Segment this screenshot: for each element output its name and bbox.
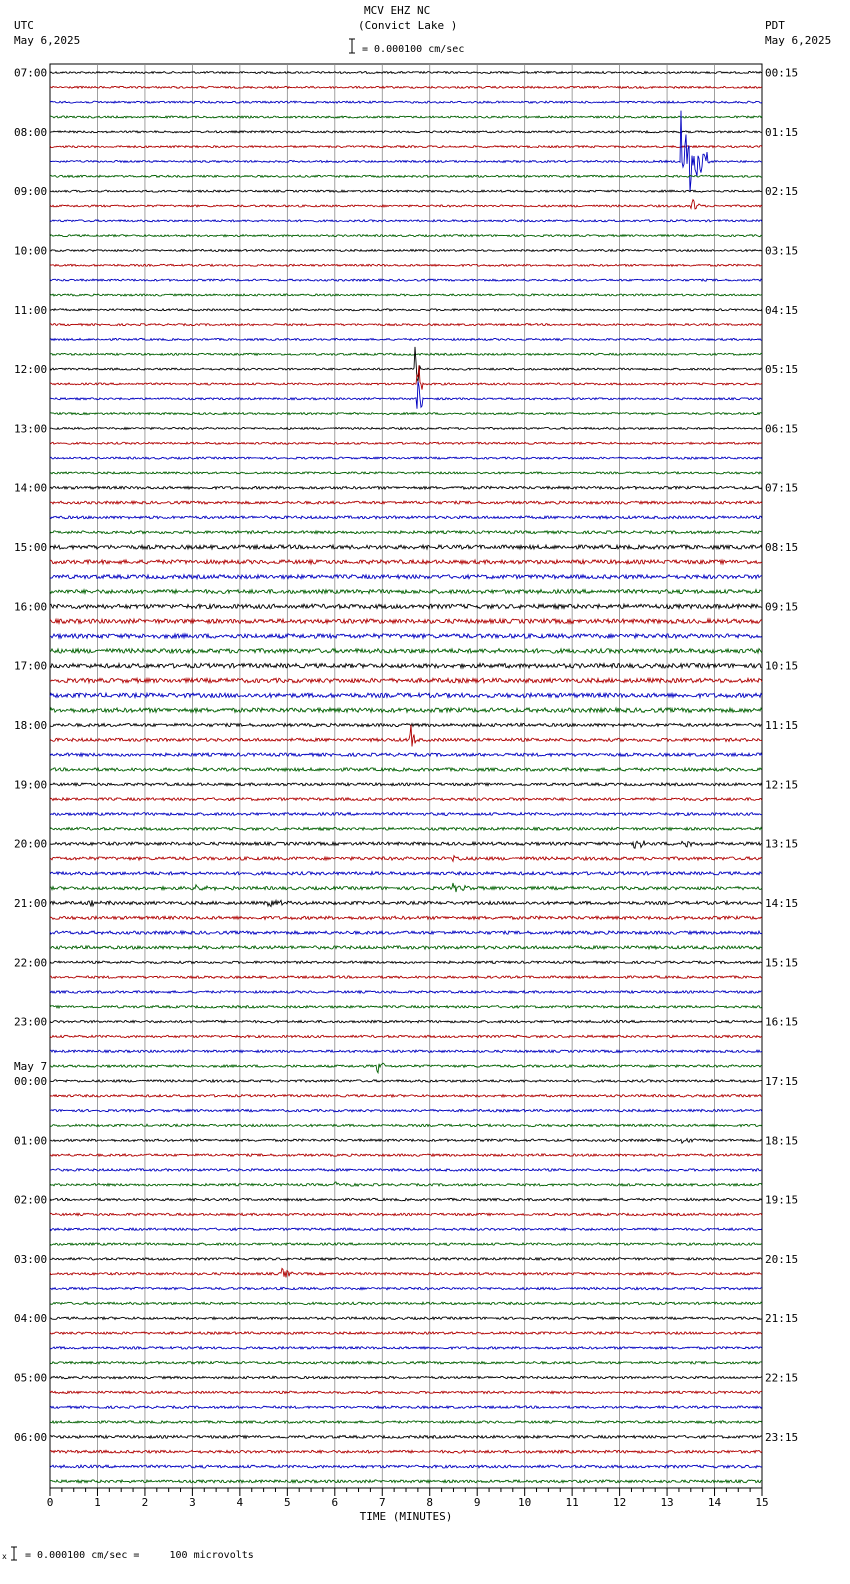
pdt-hour-label: 10:15 — [765, 659, 799, 673]
trace-line — [50, 101, 762, 103]
trace-line — [50, 200, 762, 209]
pdt-hour-label: 05:15 — [765, 363, 799, 377]
trace-line — [50, 472, 762, 474]
x-tick-label: 1 — [94, 1496, 101, 1509]
utc-hour-label: 01:00 — [14, 1134, 48, 1148]
utc-hour-label: 05:00 — [14, 1371, 48, 1385]
trace-line — [50, 841, 762, 849]
trace-line — [50, 813, 762, 816]
trace-line — [50, 1154, 762, 1156]
utc-hour-label: 20:00 — [14, 837, 48, 851]
utc-hour-label: 03:00 — [14, 1252, 48, 1266]
trace-line — [50, 693, 762, 697]
trace-line — [50, 872, 762, 875]
pdt-hour-label: 12:15 — [765, 778, 799, 792]
trace-line — [50, 1480, 762, 1483]
trace-line — [50, 1436, 762, 1439]
trace-line — [50, 235, 762, 237]
x-tick-label: 10 — [518, 1496, 532, 1509]
trace-group — [50, 72, 762, 1483]
utc-hour-label: 12:00 — [14, 363, 48, 377]
utc-hour-label: 10:00 — [14, 244, 48, 258]
pdt-hour-label: 18:15 — [765, 1134, 799, 1148]
right-date: May 6,2025 — [765, 34, 832, 47]
trace-line — [50, 976, 762, 978]
pdt-hour-label: 08:15 — [765, 541, 799, 555]
x-axis — [47, 1488, 769, 1523]
trace-line — [50, 250, 762, 252]
pdt-hour-label: 04:15 — [765, 303, 799, 317]
site-title: (Convict Lake ) — [358, 19, 458, 32]
trace-line — [50, 545, 762, 549]
x-tick-label: 4 — [236, 1496, 244, 1509]
trace-line — [50, 111, 762, 192]
trace-line — [50, 324, 762, 326]
x-tick-label: 7 — [378, 1496, 386, 1509]
utc-hour-label: 15:00 — [14, 541, 48, 555]
trace-line — [50, 1450, 762, 1453]
pdt-hour-label: 03:15 — [765, 244, 799, 258]
trace-line — [50, 916, 762, 919]
left-date: May 6,2025 — [14, 34, 81, 47]
station-title: MCV EHZ NC — [364, 4, 431, 17]
trace-line — [50, 1095, 762, 1097]
trace-line — [50, 1020, 762, 1022]
trace-line — [50, 931, 762, 934]
trace-line — [50, 1268, 762, 1277]
utc-hour-label: 19:00 — [14, 778, 48, 792]
trace-line — [50, 664, 762, 668]
trace-line — [50, 1198, 762, 1200]
utc-hour-label: 00:00 — [14, 1074, 48, 1088]
pdt-hour-label: 07:15 — [765, 481, 799, 495]
utc-hour-label: 02:00 — [14, 1193, 48, 1207]
trace-line — [50, 798, 762, 801]
trace-line — [50, 725, 762, 747]
trace-line — [50, 146, 762, 148]
pdt-hour-label: 01:15 — [765, 125, 799, 139]
trace-line — [50, 1287, 762, 1289]
trace-line — [50, 1258, 762, 1260]
utc-hour-label: 11:00 — [14, 303, 48, 317]
trace-line — [50, 604, 762, 608]
trace-line — [50, 575, 762, 579]
trace-line — [50, 619, 762, 623]
trace-line — [50, 1063, 762, 1073]
trace-line — [50, 309, 762, 311]
pdt-hour-label: 00:15 — [765, 66, 799, 80]
trace-line — [50, 1332, 762, 1334]
trace-line — [50, 783, 762, 786]
pdt-hour-label: 06:15 — [765, 422, 799, 436]
trace-line — [50, 946, 762, 949]
pdt-hour-label: 23:15 — [765, 1430, 799, 1444]
pdt-hour-label: 11:15 — [765, 719, 799, 733]
trace-line — [50, 1080, 762, 1082]
trace-line — [50, 264, 762, 266]
trace-line — [50, 175, 762, 177]
x-tick-label: 6 — [331, 1496, 339, 1509]
trace-line — [50, 1139, 762, 1144]
trace-line — [50, 486, 762, 489]
trace-line — [50, 1421, 762, 1423]
trace-line — [50, 1317, 762, 1319]
x-tick-label: 2 — [141, 1496, 149, 1509]
trace-line — [50, 961, 762, 963]
trace-line — [50, 1347, 762, 1349]
footer-marker: x — [2, 1552, 7, 1561]
x-axis-title: TIME (MINUTES) — [359, 1510, 453, 1523]
trace-line — [50, 1050, 762, 1052]
pdt-hour-label: 15:15 — [765, 956, 799, 970]
trace-line — [50, 72, 762, 74]
trace-line — [50, 1362, 762, 1364]
utc-hour-label: 18:00 — [14, 719, 48, 733]
left-timezone: UTC — [14, 19, 34, 32]
trace-line — [50, 190, 762, 192]
trace-line — [50, 220, 762, 222]
utc-hour-label: 21:00 — [14, 896, 48, 910]
utc-hour-label: 22:00 — [14, 956, 48, 970]
x-tick-label: 8 — [426, 1496, 434, 1509]
utc-hour-label: 13:00 — [14, 422, 48, 436]
utc-hour-label: 06:00 — [14, 1430, 48, 1444]
trace-line — [50, 442, 762, 444]
trace-line — [50, 590, 762, 594]
trace-line — [50, 649, 762, 653]
trace-line — [50, 86, 762, 88]
trace-line — [50, 501, 762, 504]
x-tick-label: 3 — [189, 1496, 196, 1509]
pdt-hour-label: 17:15 — [765, 1074, 799, 1088]
pdt-hour-label: 16:15 — [765, 1015, 799, 1029]
pdt-hour-label: 09:15 — [765, 600, 799, 614]
trace-line — [50, 1169, 762, 1171]
utc-hour-label: 23:00 — [14, 1015, 48, 1029]
trace-line — [50, 678, 762, 682]
trace-line — [50, 413, 762, 415]
x-tick-label: 11 — [565, 1496, 579, 1509]
date-label: May 7 — [14, 1059, 48, 1073]
trace-line — [50, 1406, 762, 1408]
trace-line — [50, 1228, 762, 1230]
trace-line — [50, 457, 762, 459]
trace-line — [50, 768, 762, 771]
trace-line — [50, 1243, 762, 1245]
trace-line — [50, 1035, 762, 1037]
x-tick-label: 0 — [46, 1496, 54, 1509]
trace-line — [50, 753, 762, 756]
pdt-hour-label: 21:15 — [765, 1312, 799, 1326]
trace-line — [50, 338, 762, 340]
utc-hour-label: 14:00 — [14, 481, 48, 495]
trace-line — [50, 883, 762, 892]
trace-line — [50, 347, 762, 381]
trace-line — [50, 1376, 762, 1378]
trace-line — [50, 116, 762, 118]
trace-line — [50, 294, 762, 296]
utc-hour-label: 07:00 — [14, 66, 48, 80]
utc-hour-label: 17:00 — [14, 659, 48, 673]
trace-line — [50, 856, 762, 862]
trace-line — [50, 131, 762, 133]
trace-line — [50, 427, 762, 429]
trace-line — [50, 1006, 762, 1008]
trace-line — [50, 1182, 762, 1186]
pdt-hour-label: 14:15 — [765, 896, 799, 910]
trace-line — [50, 1302, 762, 1304]
trace-line — [50, 531, 762, 534]
pdt-hour-label: 19:15 — [765, 1193, 799, 1207]
trace-line — [50, 723, 762, 726]
trace-line — [50, 1213, 762, 1215]
scale-text: = 0.000100 cm/sec — [362, 44, 465, 55]
trace-line — [50, 708, 762, 712]
trace-line — [50, 1124, 762, 1126]
x-tick-label: 12 — [612, 1496, 627, 1509]
trace-line — [50, 1465, 762, 1468]
x-tick-label: 13 — [660, 1496, 674, 1509]
utc-hour-label: 16:00 — [14, 600, 48, 614]
pdt-hour-label: 02:15 — [765, 185, 799, 199]
trace-line — [50, 516, 762, 519]
utc-hour-label: 09:00 — [14, 185, 48, 199]
trace-line — [50, 353, 762, 355]
trace-line — [50, 1109, 762, 1111]
pdt-hour-label: 13:15 — [765, 837, 799, 851]
x-tick-label: 14 — [707, 1496, 722, 1509]
trace-line — [50, 991, 762, 993]
x-tick-label: 9 — [473, 1496, 481, 1509]
trace-line — [50, 560, 762, 564]
trace-line — [50, 381, 762, 408]
pdt-hour-label: 22:15 — [765, 1371, 799, 1385]
right-timezone: PDT — [765, 19, 785, 32]
utc-hour-label: 08:00 — [14, 125, 48, 139]
trace-line — [50, 634, 762, 638]
x-tick-label: 15 — [755, 1496, 769, 1509]
trace-line — [50, 900, 762, 906]
trace-line — [50, 279, 762, 281]
utc-hour-label: 04:00 — [14, 1312, 48, 1326]
pdt-hour-label: 20:15 — [765, 1252, 799, 1266]
footer-scale-note: = 0.000100 cm/sec = 100 microvolts — [25, 1550, 254, 1561]
trace-line — [50, 1391, 762, 1393]
trace-line — [50, 827, 762, 830]
x-tick-label: 5 — [284, 1496, 291, 1509]
